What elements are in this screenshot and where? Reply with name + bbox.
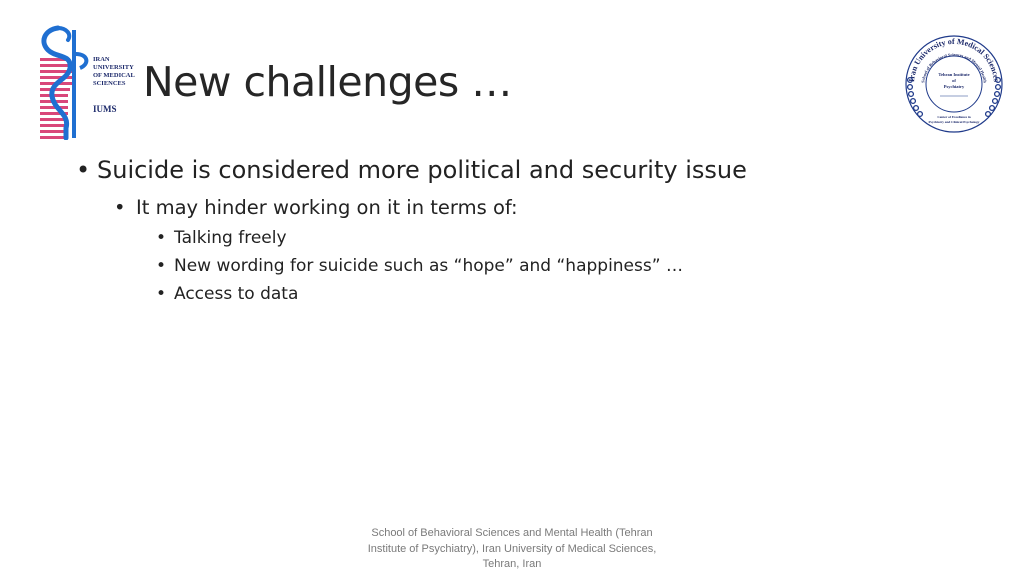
bullet-text: New wording for suicide such as “hope” and “happiness” … <box>174 256 683 276</box>
seal-center-line-3: Psychiatry <box>943 84 965 89</box>
bullet-glyph: • <box>156 284 167 304</box>
iums-logo <box>36 24 135 140</box>
seal-arc-text: Iran University of Medical Sciences <box>907 36 1001 83</box>
bullet-text: Talking freely <box>174 228 287 248</box>
tehran-institute-seal <box>900 30 1008 134</box>
bullet-glyph: • <box>76 156 91 184</box>
slide-footer <box>350 526 674 573</box>
bullet-text: It may hinder working on it in terms of: <box>136 196 518 219</box>
bullet-text: Access to data <box>174 284 299 304</box>
seal-center-line-2: of <box>952 78 956 83</box>
bullet-glyph: • <box>156 228 167 248</box>
bullet-glyph: • <box>114 196 126 219</box>
bullet-glyph: • <box>156 256 167 276</box>
slide-title: New challenges … <box>143 58 512 106</box>
footer-line: Tehran, Iran <box>482 558 542 570</box>
seal-bottom-line-1: Center of Excellence in <box>937 115 971 119</box>
bullet-text: Suicide is considered more political and security issue <box>97 156 747 184</box>
footer-line: Institute of Psychiatry), Iran University of Medical Sciences, <box>367 542 657 555</box>
seal-center-line-1: Tehran Institute <box>938 72 970 77</box>
footer-line: School of Behavioral Sciences and Mental Health (Tehran <box>371 527 653 539</box>
seal-bottom-line-2: Psychiatry and Clinical Psychology <box>928 120 980 124</box>
iums-emblem-icon <box>36 24 92 140</box>
seal-inner-text: School of Behavioral Sciences and Mental Health <box>920 51 988 84</box>
iums-org-name: IRAN UNIVERSITY OF MEDICAL SCIENCES <box>93 56 135 87</box>
iums-abbreviation: IUMS <box>93 104 117 114</box>
